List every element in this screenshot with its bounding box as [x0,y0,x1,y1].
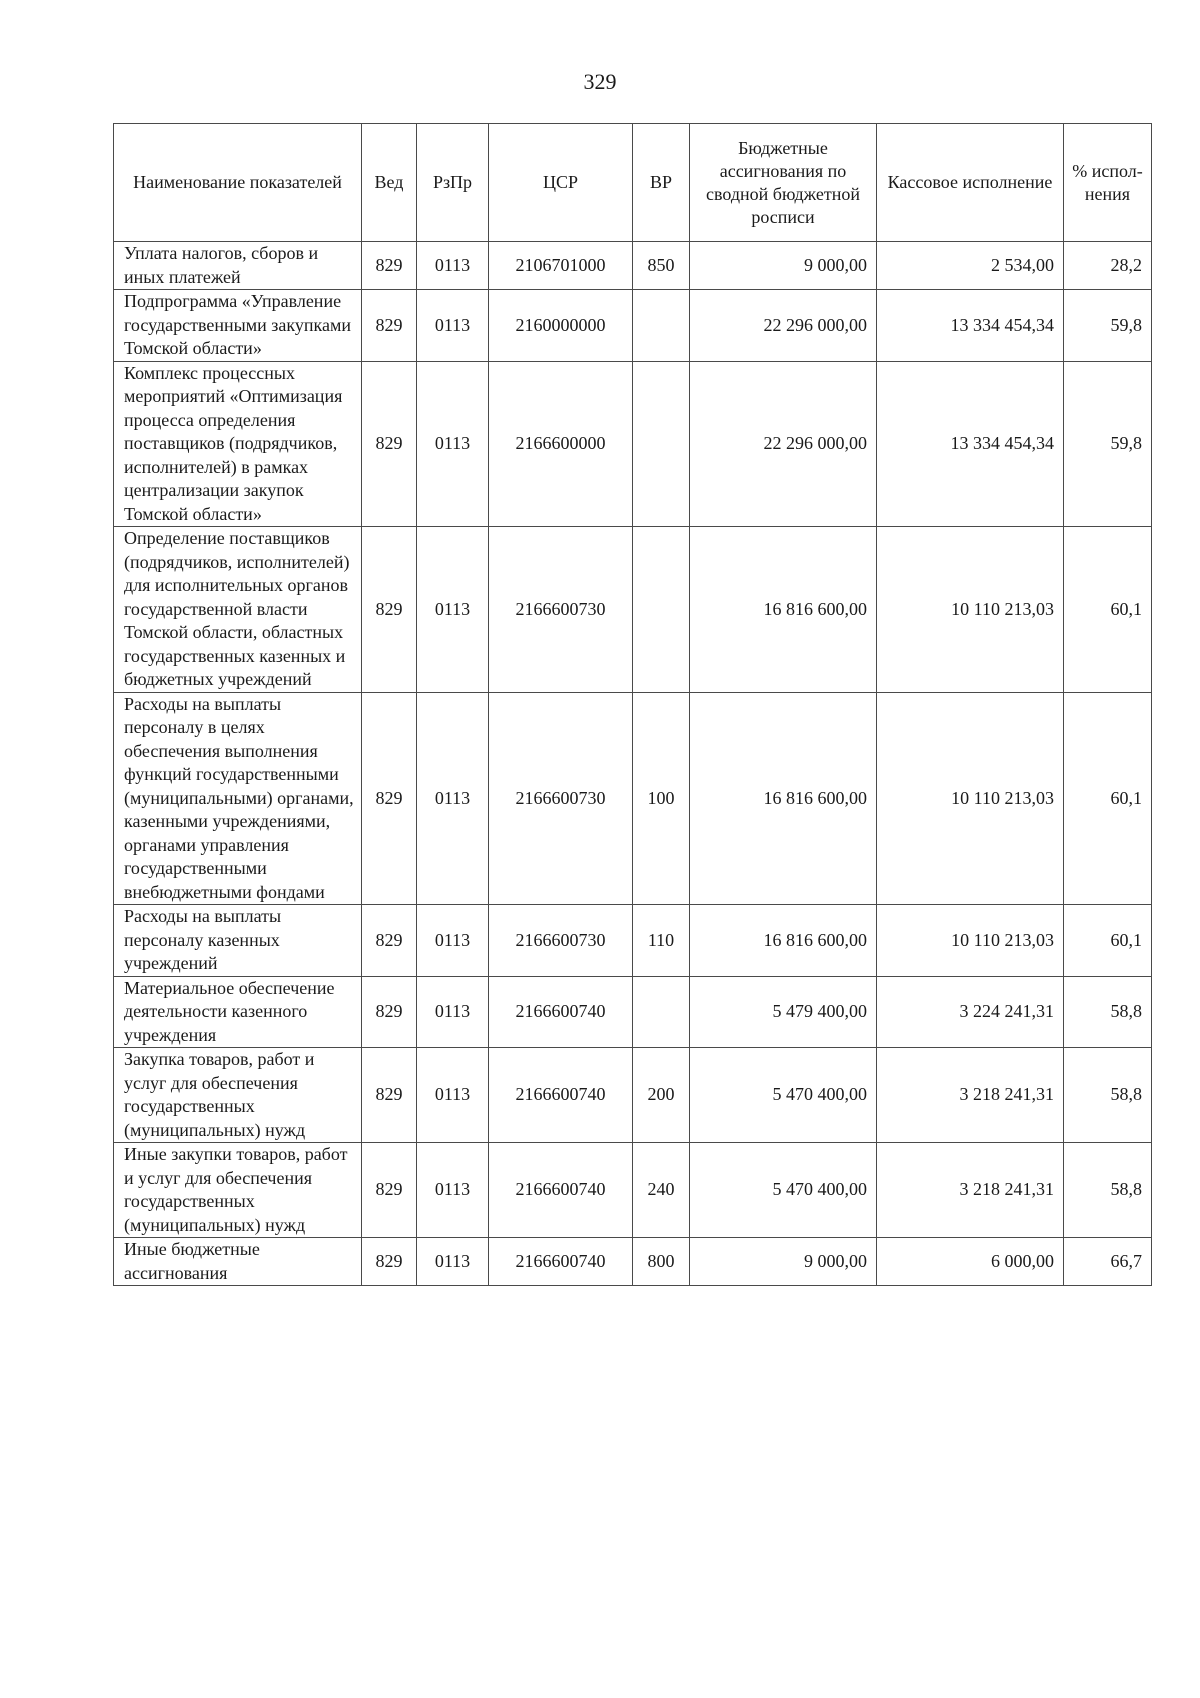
header-name: Наименование показателей [114,124,362,242]
table-row [114,242,1152,290]
table-row [114,905,1152,977]
row-vr: 850 [633,242,690,290]
row-csr: 2160000000 [489,290,633,362]
row-ved: 829 [362,905,417,977]
header-rzpr: РзПр [417,124,489,242]
row-plan: 22 296 000,00 [690,290,877,362]
row-csr: 2166600730 [489,692,633,905]
row-plan: 9 000,00 [690,1238,877,1286]
row-pct: 58,8 [1064,976,1152,1048]
budget-execution-table [113,123,1152,1286]
row-exec: 13 334 454,34 [877,290,1064,362]
table-row [114,692,1152,905]
row-name: Уплата налогов, сборов и иных платежей [114,242,362,290]
table-row [114,1048,1152,1143]
row-pct: 60,1 [1064,905,1152,977]
row-ved: 829 [362,692,417,905]
table-row [114,527,1152,693]
row-rzpr: 0113 [417,290,489,362]
row-csr: 2106701000 [489,242,633,290]
row-rzpr: 0113 [417,361,489,527]
row-name: Расходы на выплаты персоналу казенных учреждений [114,905,362,977]
row-plan: 5 479 400,00 [690,976,877,1048]
row-rzpr: 0113 [417,527,489,693]
row-name: Иные закупки товаров, работ и услуг для обеспечения государственных (муниципальных) нужд [114,1143,362,1238]
row-csr: 2166600740 [489,976,633,1048]
row-rzpr: 0113 [417,1238,489,1286]
row-csr: 2166600730 [489,527,633,693]
row-ved: 829 [362,290,417,362]
row-pct: 28,2 [1064,242,1152,290]
row-exec: 3 218 241,31 [877,1048,1064,1143]
row-plan: 5 470 400,00 [690,1143,877,1238]
row-pct: 60,1 [1064,692,1152,905]
row-rzpr: 0113 [417,242,489,290]
row-vr: 100 [633,692,690,905]
row-pct: 58,8 [1064,1048,1152,1143]
row-csr: 2166600740 [489,1143,633,1238]
header-ved: Вед [362,124,417,242]
row-name: Материальное обеспечение деятельности казенного учреждения [114,976,362,1048]
row-pct: 60,1 [1064,527,1152,693]
row-rzpr: 0113 [417,905,489,977]
row-name: Определение поставщиков (подрядчиков, исполнителей) для исполнительных органов государственной власти Томской области, областных государственных казенных и бюджетных учреждений [114,527,362,693]
row-pct: 58,8 [1064,1143,1152,1238]
header-pct: % испол-нения [1064,124,1152,242]
row-ved: 829 [362,1143,417,1238]
row-plan: 5 470 400,00 [690,1048,877,1143]
row-exec: 3 224 241,31 [877,976,1064,1048]
row-name: Иные бюджетные ассигнования [114,1238,362,1286]
row-csr: 2166600740 [489,1238,633,1286]
row-exec: 10 110 213,03 [877,527,1064,693]
table-row [114,1238,1152,1286]
row-name: Подпрограмма «Управление государственными закупками Томской области» [114,290,362,362]
row-vr: 110 [633,905,690,977]
row-exec: 13 334 454,34 [877,361,1064,527]
row-pct: 59,8 [1064,361,1152,527]
header-vr: ВР [633,124,690,242]
row-rzpr: 0113 [417,692,489,905]
row-rzpr: 0113 [417,976,489,1048]
row-csr: 2166600730 [489,905,633,977]
row-exec: 2 534,00 [877,242,1064,290]
row-exec: 10 110 213,03 [877,905,1064,977]
row-ved: 829 [362,527,417,693]
page-number: 329 [583,69,617,94]
row-plan: 9 000,00 [690,242,877,290]
table-row [114,976,1152,1048]
row-vr [633,527,690,693]
table-row [114,361,1152,527]
row-vr: 200 [633,1048,690,1143]
row-vr: 800 [633,1238,690,1286]
table-row [114,1143,1152,1238]
row-exec: 3 218 241,31 [877,1143,1064,1238]
row-vr [633,976,690,1048]
row-pct: 66,7 [1064,1238,1152,1286]
row-vr [633,290,690,362]
row-plan: 16 816 600,00 [690,692,877,905]
row-csr: 2166600000 [489,361,633,527]
row-vr [633,361,690,527]
row-csr: 2166600740 [489,1048,633,1143]
table-row [114,290,1152,362]
row-ved: 829 [362,242,417,290]
row-plan: 16 816 600,00 [690,905,877,977]
row-plan: 22 296 000,00 [690,361,877,527]
row-name: Комплекс процессных мероприятий «Оптимизация процесса определения поставщиков (подрядчиков, исполнителей) в рамках централизации закупок Томской области» [114,361,362,527]
row-ved: 829 [362,1048,417,1143]
row-plan: 16 816 600,00 [690,527,877,693]
row-exec: 6 000,00 [877,1238,1064,1286]
row-ved: 829 [362,976,417,1048]
row-name: Закупка товаров, работ и услуг для обеспечения государственных (муниципальных) нужд [114,1048,362,1143]
table-header-row [114,124,1152,242]
row-pct: 59,8 [1064,290,1152,362]
header-exec: Кассовое исполнение [877,124,1064,242]
header-plan: Бюджетные ассигнования по сводной бюджетной росписи [690,124,877,242]
row-ved: 829 [362,1238,417,1286]
row-rzpr: 0113 [417,1143,489,1238]
row-rzpr: 0113 [417,1048,489,1143]
row-ved: 829 [362,361,417,527]
row-exec: 10 110 213,03 [877,692,1064,905]
row-name: Расходы на выплаты персоналу в целях обеспечения выполнения функций государственными (муниципальными) органами, казенными учреждениями, органами управления государственными внебюджетными фондами [114,692,362,905]
row-vr: 240 [633,1143,690,1238]
header-csr: ЦСР [489,124,633,242]
